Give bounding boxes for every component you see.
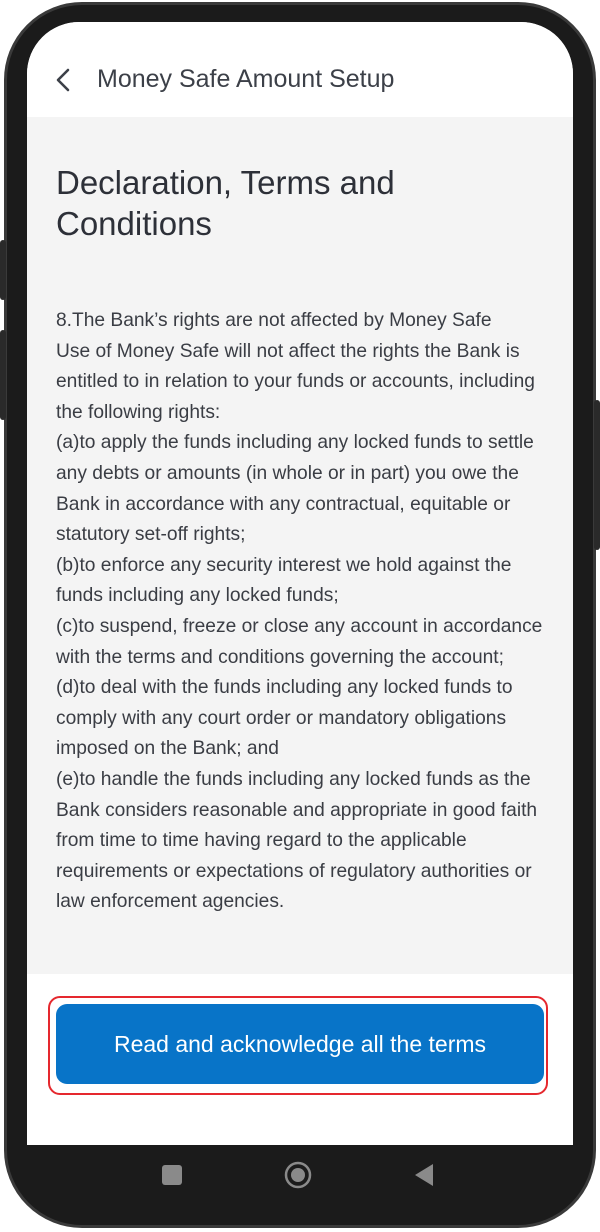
home-button[interactable] xyxy=(282,1159,314,1191)
page-title: Money Safe Amount Setup xyxy=(97,65,395,93)
terms-paragraph: (d)to deal with the funds including any locked funds to comply with any court order or mandatory obligations imposed on the Bank; and xyxy=(56,677,513,760)
volume-up-button xyxy=(0,240,6,300)
terms-paragraph: (a)to apply the funds including any locked funds to settle any debts or amounts (in whole or in part) you owe the Bank in accordance with any contractual, equitable or statutory set-off rights; xyxy=(56,432,534,546)
back-button[interactable] xyxy=(49,66,77,94)
terms-content xyxy=(56,162,556,918)
app-screen xyxy=(27,22,573,1145)
bottom-action-bar xyxy=(27,974,573,1145)
terms-paragraph: (c)to suspend, freeze or close any account in accordance with the terms and conditions governing the account; xyxy=(56,615,543,668)
acknowledge-terms-button[interactable]: Read and acknowledge all the terms xyxy=(56,1004,544,1084)
terms-body xyxy=(56,306,556,918)
terms-paragraph: (b)to enforce any security interest we hold against the funds including any locked funds; xyxy=(56,554,512,607)
triangle-back-icon xyxy=(413,1163,435,1187)
terms-clause-title: 8.The Bank’s rights are not affected by Money Safe xyxy=(56,310,492,331)
terms-heading: Declaration, Terms and Conditions xyxy=(56,164,395,242)
recents-button[interactable] xyxy=(156,1159,188,1191)
square-icon xyxy=(161,1164,183,1186)
volume-down-button xyxy=(0,330,6,420)
system-nav-bar xyxy=(27,1145,573,1205)
power-button xyxy=(594,400,600,550)
terms-paragraph: (e)to handle the funds including any locked funds as the Bank considers reasonable and appropriate in good faith from time to time having regard to the applicable requirements or expectations of regulatory authorities or law enforcement agencies. xyxy=(56,768,538,913)
system-back-button[interactable] xyxy=(408,1159,440,1191)
circle-home-icon xyxy=(283,1160,313,1190)
terms-paragraph: Use of Money Safe will not affect the rights the Bank is entitled to in relation to your funds or accounts, including the following rights: xyxy=(56,340,535,423)
app-bar xyxy=(27,22,573,117)
chevron-left-icon xyxy=(55,67,71,93)
